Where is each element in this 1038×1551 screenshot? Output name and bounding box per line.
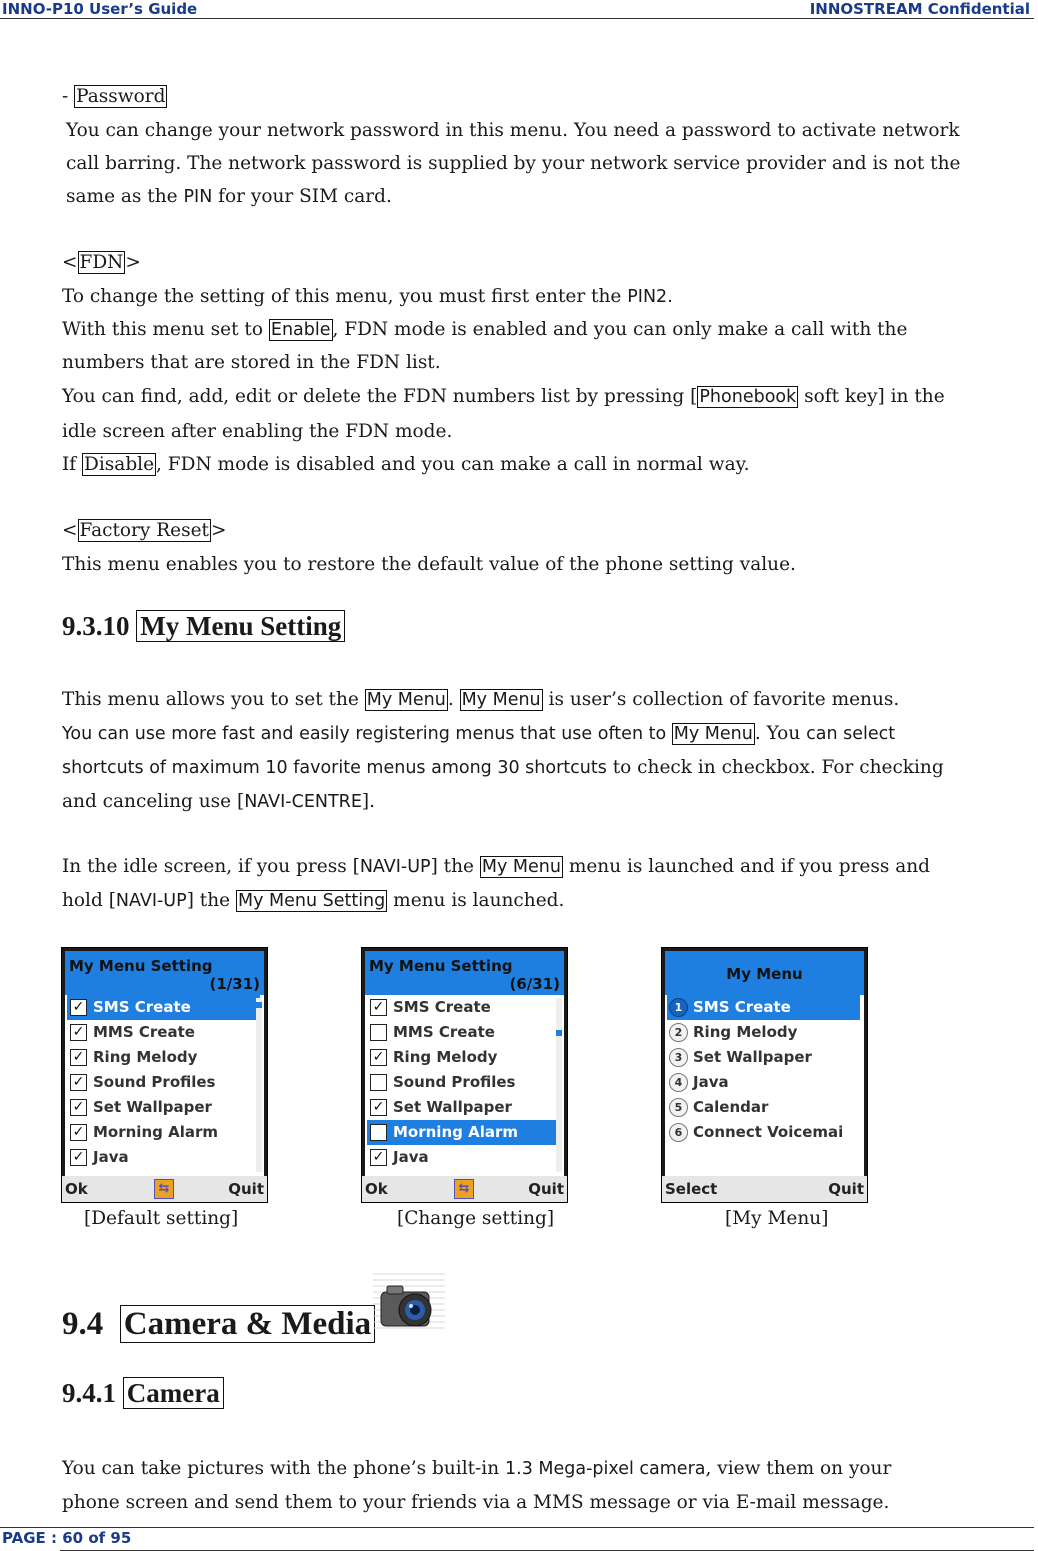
scroll-thumb[interactable]: [256, 1002, 262, 1008]
fdn-line-2: [62, 313, 907, 347]
text: soft key] in the: [798, 386, 945, 407]
menu-item[interactable]: [67, 1120, 260, 1145]
phone-screen-change: [361, 947, 568, 1203]
menu-item[interactable]: [667, 1070, 860, 1095]
text: , view them on your: [705, 1458, 892, 1479]
softkey-bar: [62, 1176, 267, 1202]
softkey-right[interactable]: Quit: [228, 1180, 264, 1198]
mymenu-line-4: [62, 785, 375, 819]
number-badge-icon: 6: [669, 1123, 688, 1142]
checkbox-checked-icon[interactable]: ✓: [70, 1074, 87, 1091]
screen-display: [365, 951, 564, 1176]
navi-centre-key: NAVI-CENTRE: [244, 792, 362, 812]
camera-line-2: phone screen and send them to your friends via a MMS message or via E-mail message.: [62, 1492, 890, 1513]
menu-item-label: MMS Create: [93, 1023, 195, 1041]
my-menu-term: My Menu: [481, 857, 561, 877]
screen-title-bar: [365, 951, 564, 995]
password-term: Password: [76, 86, 166, 107]
lt: <: [62, 252, 78, 273]
factory-heading: [62, 514, 227, 547]
menu-item[interactable]: [367, 1145, 560, 1170]
checkbox-icon[interactable]: [370, 1124, 387, 1141]
checkbox-checked-icon[interactable]: ✓: [70, 1049, 87, 1066]
caption-default-setting: [Default setting]: [84, 1208, 239, 1229]
scrollbar[interactable]: [256, 998, 262, 1172]
text: This menu allows you to set the: [62, 689, 365, 710]
menu-item[interactable]: [367, 1120, 560, 1145]
text: to check in checkbox. For checking: [606, 757, 944, 778]
menu-item-label: Java: [93, 1148, 129, 1166]
screen-display: [65, 951, 264, 1176]
number-badge-icon: 3: [669, 1048, 688, 1067]
text: , FDN mode is disabled and you can make a call in normal way.: [156, 454, 750, 475]
menu-item-label: Java: [393, 1148, 429, 1166]
softkey-left[interactable]: Ok: [65, 1180, 88, 1198]
number-badge-icon: 1: [669, 998, 688, 1017]
section-9-4-heading: [62, 1306, 375, 1343]
text: can select: [806, 724, 896, 744]
checkbox-checked-icon[interactable]: ✓: [370, 999, 387, 1016]
fdn-heading: [62, 246, 141, 279]
fdn-line-6: [62, 448, 749, 481]
pin2-term: PIN2.: [627, 287, 673, 307]
disable-term: Disable: [84, 454, 155, 475]
mymenu-line-5: [62, 850, 930, 884]
section-9-3-10-heading: [62, 611, 345, 642]
text: is user’s collection of favorite menus.: [542, 689, 900, 710]
softkey-bar: [362, 1176, 567, 1202]
page-number: PAGE : 60 of 95: [2, 1529, 132, 1547]
lt: <: [62, 520, 78, 541]
menu-item[interactable]: [667, 1045, 860, 1070]
menu-item[interactable]: [67, 1145, 260, 1170]
password-line-1: You can change your network password in this menu. You need a password to activate network: [66, 120, 960, 141]
menu-item-label: Set Wallpaper: [93, 1098, 212, 1116]
password-line-2: call barring. The network password is supplied by your network service provider and is not the: [66, 153, 961, 174]
my-menu-setting-term: My Menu Setting: [237, 891, 386, 911]
fdn-term: FDN: [79, 252, 124, 273]
camera-line-1: [62, 1452, 891, 1486]
fdn-line-5: idle screen after enabling the FDN mode.: [62, 421, 453, 442]
section-number: 9.4: [62, 1306, 120, 1342]
menu-item-label: Ring Melody: [693, 1023, 798, 1041]
gt: >: [211, 520, 227, 541]
screen-title-bar: [65, 951, 264, 995]
menu-item[interactable]: [667, 1120, 860, 1145]
my-menu-term: My Menu: [366, 690, 446, 710]
checkbox-icon[interactable]: [370, 1074, 387, 1091]
text: . You: [754, 723, 807, 744]
number-badge-icon: 2: [669, 1023, 688, 1042]
menu-item-label: Sound Profiles: [93, 1073, 216, 1091]
menu-item[interactable]: [367, 1020, 560, 1045]
screen-display: [665, 951, 864, 1176]
page-header: [0, 0, 1034, 19]
section-9-4-1-heading: [62, 1378, 224, 1409]
screen-title: My Menu Setting: [69, 957, 213, 975]
menu-item[interactable]: [667, 995, 860, 1020]
pin-term: PIN: [183, 187, 213, 207]
menu-list: [365, 995, 564, 1170]
text: If: [62, 454, 83, 475]
section-number: 9.4.1: [62, 1378, 123, 1408]
text: ].: [361, 791, 375, 812]
menu-item-label: SMS Create: [93, 998, 191, 1016]
softkey-right[interactable]: Quit: [828, 1180, 864, 1198]
softkey-right[interactable]: Quit: [528, 1180, 564, 1198]
menu-list: [65, 995, 264, 1170]
gt: >: [125, 252, 141, 273]
menu-list: [665, 995, 864, 1145]
scroll-thumb[interactable]: [556, 1030, 562, 1036]
menu-item[interactable]: [367, 995, 560, 1020]
text: You can take pictures with the phone’s built-in: [62, 1458, 506, 1479]
text: shortcuts of maximum 10 favorite menus among 30 shortcuts: [62, 758, 607, 778]
menu-item[interactable]: [667, 1020, 860, 1045]
caption-change-setting: [Change setting]: [397, 1208, 555, 1229]
header-confidential: INNOSTREAM Confidential: [809, 0, 1030, 18]
softkey-bar: [662, 1176, 867, 1202]
phone-screen-my-menu: [661, 947, 868, 1203]
softkey-left[interactable]: Select: [665, 1180, 718, 1198]
scrollbar[interactable]: [556, 998, 562, 1172]
mymenu-line-1: [62, 683, 899, 717]
text: , FDN mode is enabled and you can only make a call with the: [332, 319, 908, 340]
text: .: [447, 689, 460, 710]
mymenu-line-3: [62, 751, 944, 785]
menu-item-label: Ring Melody: [393, 1048, 498, 1066]
menu-item[interactable]: [67, 1020, 260, 1045]
section-title: Camera: [123, 1377, 224, 1409]
text: for your SIM card.: [212, 186, 392, 207]
checkbox-checked-icon[interactable]: ✓: [70, 1149, 87, 1166]
my-menu-term: My Menu: [673, 724, 753, 744]
phone-screen-default: [61, 947, 268, 1203]
screen-title: My Menu Setting: [369, 957, 513, 975]
menu-item[interactable]: [67, 1095, 260, 1120]
menu-item[interactable]: [67, 995, 260, 1020]
text: same as the: [66, 186, 184, 207]
screen-title-bar: [665, 951, 864, 995]
password-heading: [62, 80, 167, 113]
softkey-left[interactable]: Ok: [365, 1180, 388, 1198]
text: hold [: [62, 890, 116, 911]
number-badge-icon: 5: [669, 1098, 688, 1117]
menu-item[interactable]: [367, 1045, 560, 1070]
password-line-3: [66, 180, 392, 214]
checkbox-checked-icon[interactable]: ✓: [370, 1149, 387, 1166]
camera-icon: [373, 1270, 445, 1334]
menu-item[interactable]: [667, 1095, 860, 1120]
menu-item-label: Java: [693, 1073, 729, 1091]
menu-item-label: Ring Melody: [93, 1048, 198, 1066]
checkbox-checked-icon[interactable]: ✓: [70, 1124, 87, 1141]
mymenu-line-6: [62, 884, 564, 918]
navi-up-key: NAVI-UP: [115, 891, 187, 911]
menu-item[interactable]: [67, 1070, 260, 1095]
text: menu is launched.: [387, 890, 565, 911]
checkbox-checked-icon[interactable]: ✓: [70, 999, 87, 1016]
text: To change the setting of this menu, you must first enter the: [62, 286, 628, 307]
menu-item-label: Set Wallpaper: [393, 1098, 512, 1116]
section-title: My Menu Setting: [136, 610, 345, 642]
text: ] the: [430, 856, 480, 877]
text: and canceling use [: [62, 791, 245, 812]
page-footer: [0, 1527, 1034, 1550]
checkbox-checked-icon[interactable]: ✓: [370, 1099, 387, 1116]
caption-my-menu: [My Menu]: [725, 1208, 829, 1229]
section-title: Camera & Media: [120, 1305, 375, 1343]
fdn-line-3: numbers that are stored in the FDN list.: [62, 352, 441, 373]
text: You can find, add, edit or delete the FDN numbers list by pressing [: [62, 386, 698, 407]
number-badge-icon: 4: [669, 1073, 688, 1092]
menu-item-label: Calendar: [693, 1098, 769, 1116]
menu-item-label: SMS Create: [393, 998, 491, 1016]
text: With this menu set to: [62, 319, 269, 340]
checkbox-checked-icon[interactable]: ✓: [70, 1099, 87, 1116]
text: menu is launched and if you press and: [562, 856, 931, 877]
screen-counter: (1/31): [209, 975, 260, 993]
screen-counter: (6/31): [509, 975, 560, 993]
menu-icon[interactable]: ⇆: [454, 1179, 474, 1199]
enable-term: Enable: [270, 320, 331, 340]
phonebook-term: Phonebook: [699, 387, 797, 407]
fdn-line-1: [62, 280, 673, 314]
checkbox-checked-icon[interactable]: ✓: [370, 1049, 387, 1066]
dash: -: [62, 86, 75, 107]
navi-up-key: NAVI-UP: [359, 857, 431, 877]
menu-item-label: Sound Profiles: [393, 1073, 516, 1091]
mymenu-line-2: [62, 717, 895, 751]
menu-item-label: Morning Alarm: [393, 1123, 518, 1141]
screen-title: My Menu: [726, 965, 803, 983]
text: You can use more fast and easily registering menus that use often to: [62, 724, 672, 744]
menu-item-label: Connect Voicemai: [693, 1123, 844, 1141]
menu-icon[interactable]: ⇆: [154, 1179, 174, 1199]
fdn-line-4: [62, 380, 945, 414]
menu-item[interactable]: [367, 1070, 560, 1095]
factory-reset-term: Factory Reset: [79, 520, 209, 541]
my-menu-term: My Menu: [461, 690, 541, 710]
menu-item-label: Set Wallpaper: [693, 1048, 812, 1066]
text: ] the: [186, 890, 236, 911]
header-doc-title: INNO-P10 User’s Guide: [2, 0, 198, 18]
camera-spec-term: 1.3 Mega-pixel camera: [505, 1459, 706, 1479]
text: In the idle screen, if you press [: [62, 856, 360, 877]
checkbox-icon[interactable]: [370, 1024, 387, 1041]
section-number: 9.3.10: [62, 611, 137, 641]
menu-item-label: SMS Create: [693, 998, 791, 1016]
menu-item-label: Morning Alarm: [93, 1123, 218, 1141]
menu-item[interactable]: [67, 1045, 260, 1070]
menu-item-label: MMS Create: [393, 1023, 495, 1041]
menu-item[interactable]: [367, 1095, 560, 1120]
checkbox-checked-icon[interactable]: ✓: [70, 1024, 87, 1041]
factory-line-1: This menu enables you to restore the default value of the phone setting value.: [62, 554, 796, 575]
